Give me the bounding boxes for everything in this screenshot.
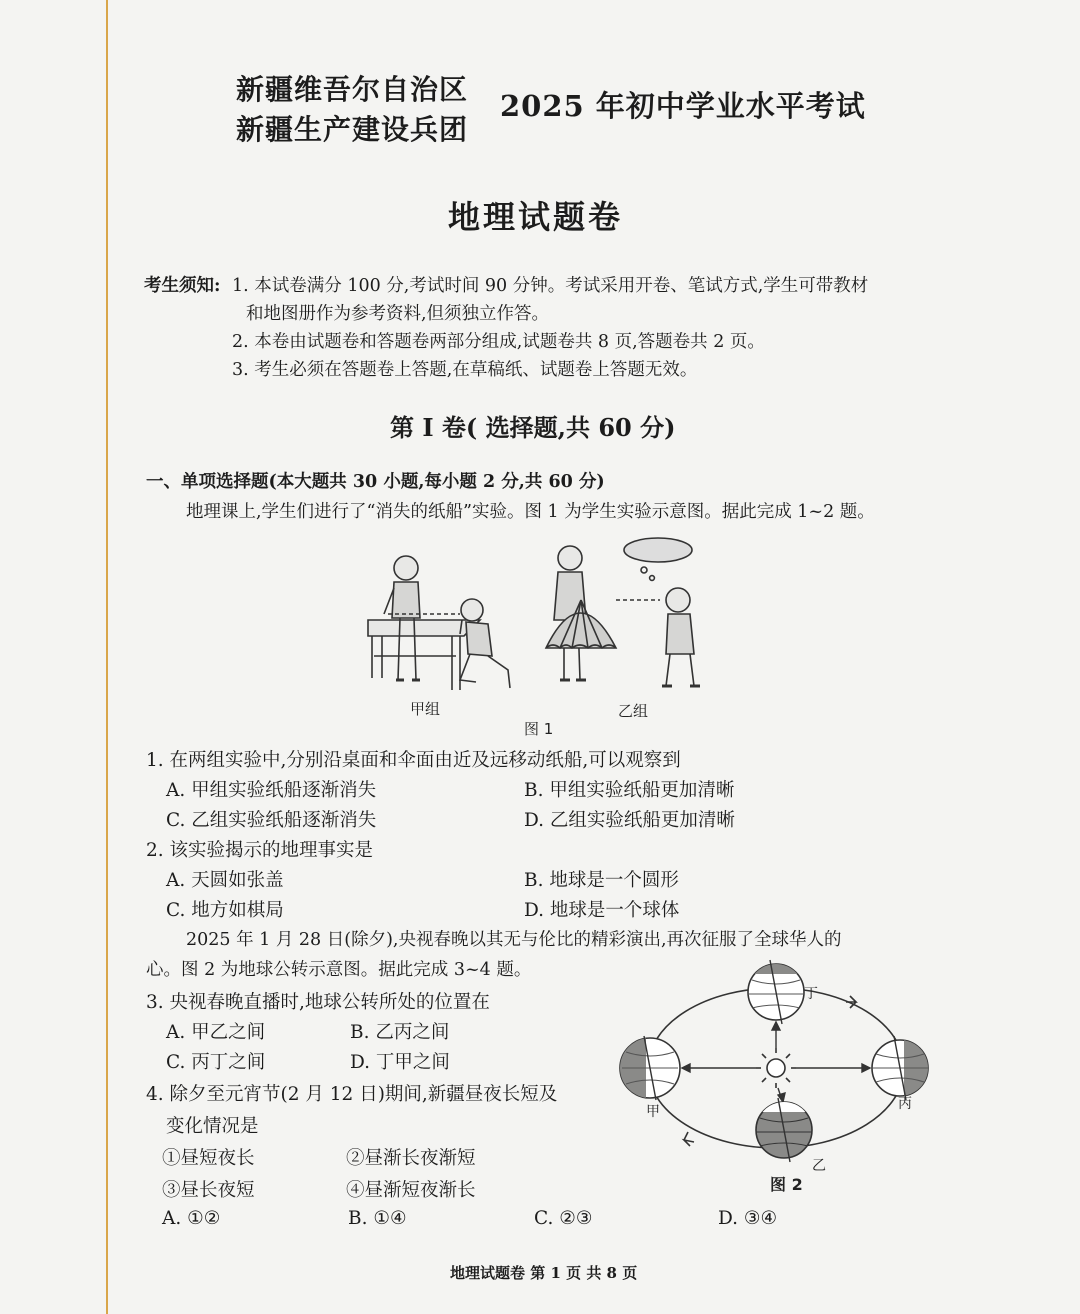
q2-option-d[interactable]: D. 地球是一个球体 (524, 900, 680, 921)
notice-item-2: 2. 本卷由试题卷和答题卷两部分组成,试题卷共 8 页,答题卷共 2 页。 (232, 332, 765, 352)
q4-choice-2: ②昼渐长夜渐短 (346, 1148, 476, 1169)
label-bing: 丙 (898, 1096, 912, 1112)
region-line-1: 新疆维吾尔自治区 (236, 73, 469, 106)
figure-1-label-b: 乙组 (618, 702, 649, 720)
q4-choice-1: ①昼短夜长 (162, 1148, 255, 1169)
q3-option-b[interactable]: B. 乙丙之间 (350, 1022, 450, 1043)
q1-option-d[interactable]: D. 乙组实验纸船更加清晰 (524, 810, 735, 831)
notice-item-1-line-2: 和地图册作为参考资料,但须独立作答。 (246, 304, 550, 324)
part-one-heading: 一、单项选择题(本大题共 30 小题,每小题 2 分,共 60 分) (146, 472, 605, 492)
q2-option-b[interactable]: B. 地球是一个圆形 (524, 870, 679, 891)
q4-choice-4: ④昼渐短夜渐长 (346, 1180, 476, 1201)
q3-option-d[interactable]: D. 丁甲之间 (350, 1052, 450, 1073)
q4-option-d[interactable]: D. ③④ (718, 1208, 778, 1229)
q3-option-a[interactable]: A. 甲乙之间 (166, 1022, 266, 1043)
q4-stem-line-1: 4. 除夕至元宵节(2 月 12 日)期间,新疆昼夜长短及 (146, 1084, 558, 1105)
q4-option-b[interactable]: B. ①④ (348, 1208, 407, 1229)
intro-1: 地理课上,学生们进行了“消失的纸船”实验。图 1 为学生实验示意图。据此完成 1~2 题。 (186, 502, 875, 522)
binding-line (106, 0, 108, 1314)
q1-option-a[interactable]: A. 甲组实验纸船逐渐消失 (166, 780, 377, 801)
q1-option-b[interactable]: B. 甲组实验纸船更加清晰 (524, 780, 735, 801)
q2-option-a[interactable]: A. 天圆如张盖 (166, 870, 284, 891)
figure-1-umbrella-group (546, 538, 700, 686)
q1-option-c[interactable]: C. 乙组实验纸船逐渐消失 (166, 810, 377, 831)
q4-option-a[interactable]: A. ①② (162, 1208, 221, 1229)
label-yi: 乙 (812, 1158, 826, 1174)
exam-title: 2025 年初中学业水平考试 (500, 89, 866, 123)
q2-stem: 2. 该实验揭示的地理事实是 (146, 840, 374, 861)
section-title: 第 I 卷( 选择题,共 60 分) (390, 413, 676, 442)
sun-icon (756, 1048, 796, 1088)
figure-1 (360, 530, 730, 740)
paper-title: 地理试题卷 (448, 198, 624, 236)
earth-jia (620, 1036, 680, 1100)
q4-option-c[interactable]: C. ②③ (534, 1208, 593, 1229)
region-line-2: 新疆生产建设兵团 (236, 113, 469, 146)
page-footer: 地理试题卷 第 1 页 共 8 页 (450, 1264, 638, 1282)
earth-bing (872, 1036, 930, 1100)
notice-item-3: 3. 考生必须在答题卷上答题,在草稿纸、试题卷上答题无效。 (232, 360, 698, 380)
intro-2-line-2: 心。图 2 为地球公转示意图。据此完成 3~4 题。 (146, 960, 532, 980)
q4-stem-line-2: 变化情况是 (166, 1116, 259, 1137)
earth-ding (748, 960, 804, 1024)
q4-choice-3: ③昼长夜短 (162, 1180, 255, 1201)
label-ding: 丁 (804, 986, 818, 1002)
figure-2-caption: 图 2 (770, 1175, 803, 1194)
q1-stem: 1. 在两组实验中,分别沿桌面和伞面由近及远移动纸船,可以观察到 (146, 750, 681, 771)
earth-yi (756, 1098, 812, 1162)
notice-label: 考生须知: (144, 276, 221, 296)
figure-2 (606, 956, 946, 1200)
intro-2-line-1: 2025 年 1 月 28 日(除夕),央视春晚以其无与伦比的精彩演出,再次征服了全球华人的 (186, 930, 842, 950)
q2-option-c[interactable]: C. 地方如棋局 (166, 900, 284, 921)
figure-1-caption: 图 1 (524, 720, 554, 738)
q3-stem: 3. 央视春晚直播时,地球公转所处的位置在 (146, 992, 490, 1013)
notice-item-1-line-1: 1. 本试卷满分 100 分,考试时间 90 分钟。考试采用开卷、笔试方式,学生可带教材 (232, 276, 869, 296)
label-jia: 甲 (646, 1104, 660, 1120)
figure-1-label-a: 甲组 (410, 700, 441, 718)
q3-option-c[interactable]: C. 丙丁之间 (166, 1052, 266, 1073)
figure-1-table-group (368, 556, 510, 690)
